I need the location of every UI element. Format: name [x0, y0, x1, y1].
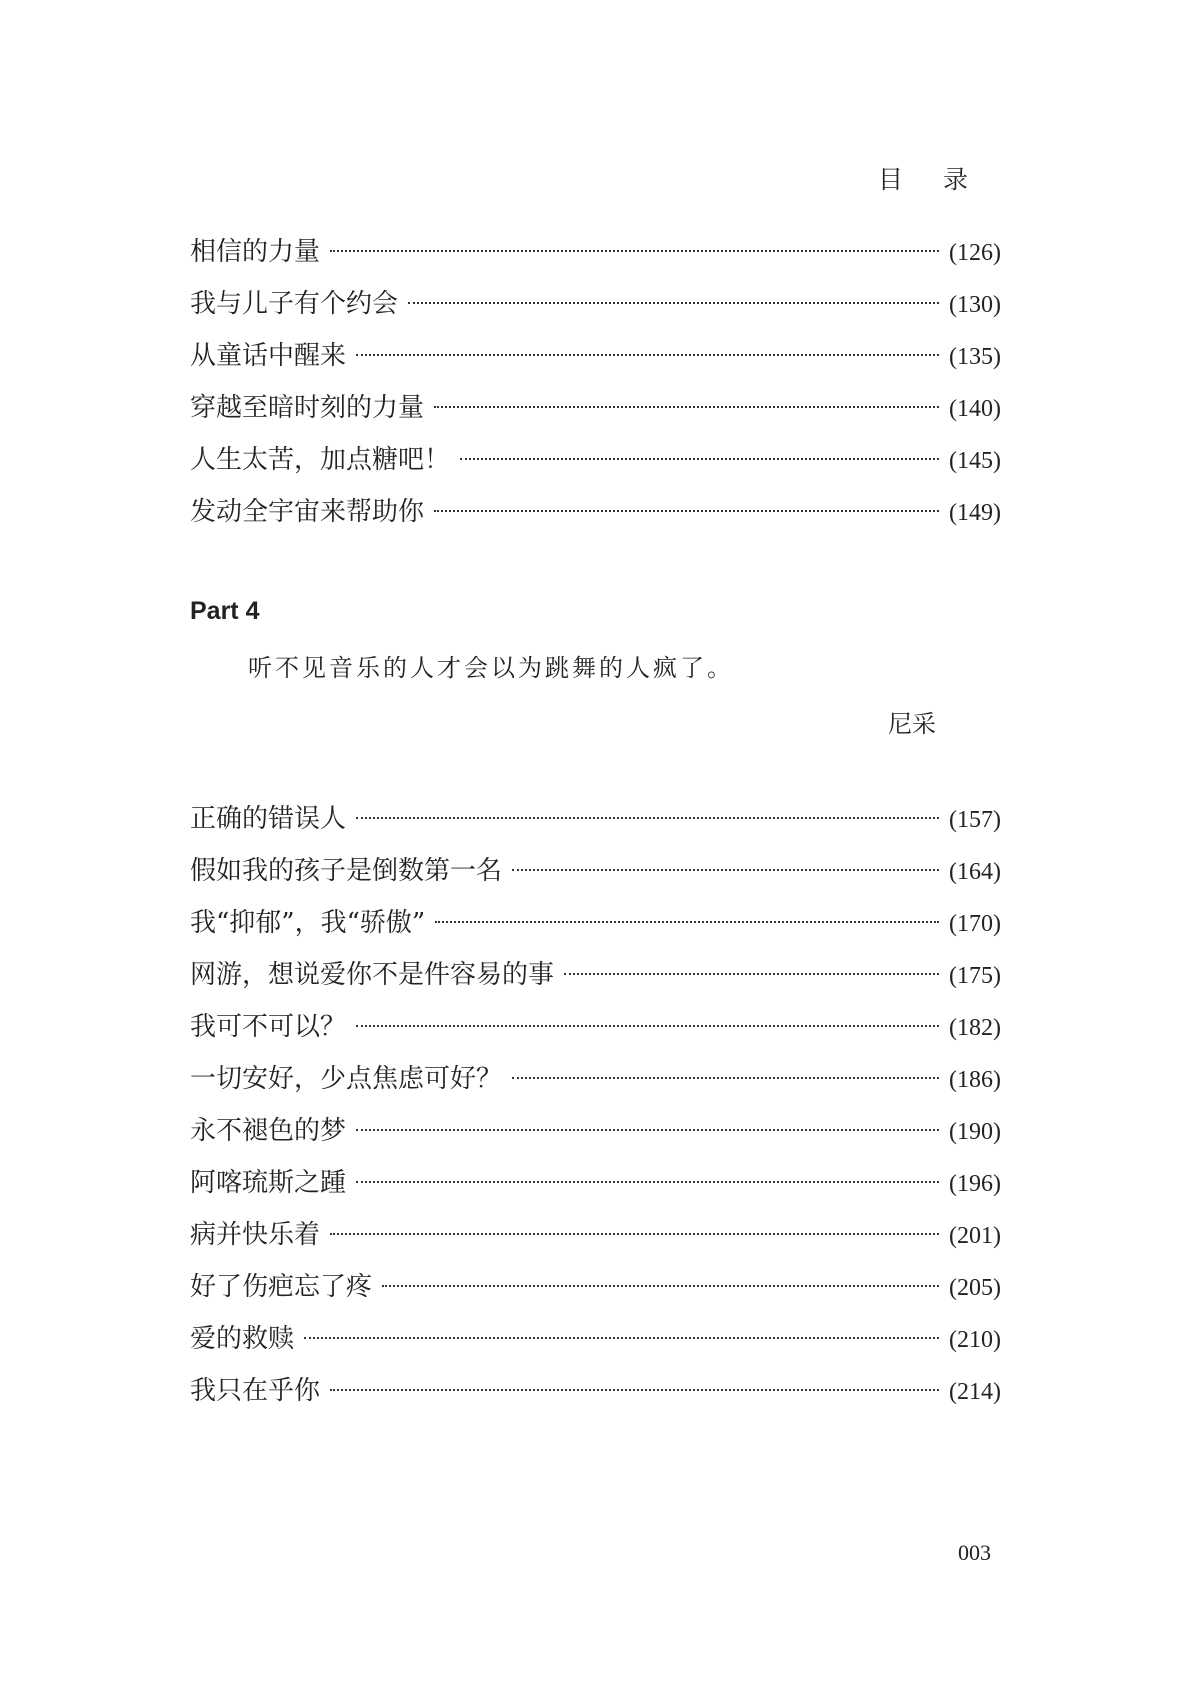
toc-entry-title: 病并快乐着: [190, 1220, 321, 1250]
toc-entry-title: 我“抑郁”，我“骄傲”: [190, 908, 426, 938]
dot-leader: [356, 1181, 939, 1183]
toc-entry-page: (126): [949, 240, 1001, 266]
dot-leader: [356, 817, 939, 819]
dot-leader: [356, 1025, 939, 1027]
toc-entry-title: 爱的救赎: [190, 1324, 295, 1354]
toc-entry-page: (201): [949, 1223, 1001, 1249]
toc-entry[interactable]: [190, 278, 1001, 330]
toc-entry-title: 发动全宇宙来帮助你: [190, 497, 425, 527]
toc-entry-title: 我只在乎你: [190, 1376, 321, 1406]
toc-entry-title: 我可不可以？: [190, 1012, 347, 1042]
toc-entry-page: (205): [949, 1275, 1001, 1301]
dot-leader: [304, 1337, 939, 1339]
toc-entry-page: (135): [949, 344, 1001, 370]
toc-entry-page: (214): [949, 1379, 1001, 1405]
dot-leader: [330, 250, 939, 252]
running-head: 目 录: [878, 165, 984, 194]
dot-leader: [512, 1077, 939, 1079]
toc-entry-title: 从童话中醒来: [190, 341, 347, 371]
part-heading: Part 4: [190, 597, 260, 625]
dot-leader: [564, 973, 939, 975]
toc-entry-title: 阿喀琉斯之踵: [190, 1168, 347, 1198]
toc-entry-page: (130): [949, 292, 1001, 318]
toc-entry-page: (164): [949, 859, 1001, 885]
toc-entry-page: (175): [949, 963, 1001, 989]
toc-entry[interactable]: [190, 845, 1001, 897]
dot-leader: [356, 1129, 939, 1131]
dot-leader: [434, 510, 939, 512]
toc-entry-title: 穿越至暗时刻的力量: [190, 393, 425, 423]
toc-entry-page: (145): [949, 448, 1001, 474]
toc-entry[interactable]: [190, 1209, 1001, 1261]
toc-entry-page: (157): [949, 807, 1001, 833]
toc-entry[interactable]: [190, 949, 1001, 1001]
toc-entry-page: (149): [949, 500, 1001, 526]
toc-entry-title: 永不褪色的梦: [190, 1116, 347, 1146]
toc-entry-page: (182): [949, 1015, 1001, 1041]
toc-entry[interactable]: [190, 1105, 1001, 1157]
toc-entry[interactable]: [190, 382, 1001, 434]
dot-leader: [460, 458, 939, 460]
toc-entry[interactable]: [190, 1053, 1001, 1105]
toc-list-part-3: [190, 226, 1001, 538]
toc-entry-title: 一切安好，少点焦虑可好？: [190, 1064, 503, 1094]
toc-entry[interactable]: [190, 793, 1001, 845]
toc-entry[interactable]: [190, 1261, 1001, 1313]
toc-entry-title: 我与儿子有个约会: [190, 289, 399, 319]
epigraph-quote: 听不见音乐的人才会以为跳舞的人疯了。: [248, 654, 734, 682]
toc-entry[interactable]: [190, 897, 1001, 949]
toc-entry[interactable]: [190, 1313, 1001, 1365]
toc-entry[interactable]: [190, 1365, 1001, 1417]
toc-entry-title: 人生太苦，加点糖吧！: [190, 445, 451, 475]
toc-entry[interactable]: [190, 1157, 1001, 1209]
toc-entry-page: (190): [949, 1119, 1001, 1145]
dot-leader: [330, 1233, 939, 1235]
page-number: 003: [958, 1540, 991, 1565]
toc-entry-title: 好了伤疤忘了疼: [190, 1272, 373, 1302]
toc-entry-title: 假如我的孩子是倒数第一名: [190, 856, 503, 886]
epigraph-author: 尼采: [888, 710, 936, 738]
dot-leader: [434, 406, 939, 408]
toc-list-part-4: [190, 793, 1001, 1417]
dot-leader: [408, 302, 939, 304]
toc-entry-page: (196): [949, 1171, 1001, 1197]
toc-entry-title: 相信的力量: [190, 237, 321, 267]
toc-entry[interactable]: [190, 330, 1001, 382]
toc-entry-page: (210): [949, 1327, 1001, 1353]
toc-entry-page: (170): [949, 911, 1001, 937]
toc-entry[interactable]: [190, 226, 1001, 278]
toc-entry-title: 正确的错误人: [190, 804, 347, 834]
dot-leader: [382, 1285, 939, 1287]
toc-entry-page: (186): [949, 1067, 1001, 1093]
dot-leader: [435, 921, 939, 923]
toc-entry[interactable]: [190, 486, 1001, 538]
toc-entry-page: (140): [949, 396, 1001, 422]
dot-leader: [512, 869, 939, 871]
dot-leader: [356, 354, 939, 356]
dot-leader: [330, 1389, 939, 1391]
toc-entry[interactable]: [190, 1001, 1001, 1053]
toc-entry-title: 网游，想说爱你不是件容易的事: [190, 960, 555, 990]
toc-entry[interactable]: [190, 434, 1001, 486]
